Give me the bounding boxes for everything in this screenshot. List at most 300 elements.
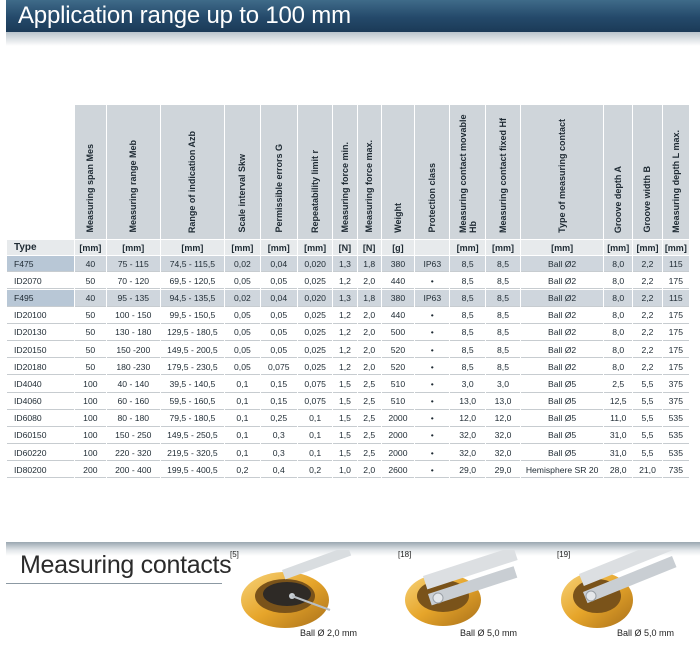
table-cell: 11,0 xyxy=(604,411,632,427)
table-cell: 1,5 xyxy=(333,394,356,410)
table-cell: 535 xyxy=(663,411,689,427)
table-cell: 2,5 xyxy=(604,376,632,392)
table-cell: 0,025 xyxy=(298,273,332,289)
column-header xyxy=(415,105,449,239)
column-header xyxy=(225,105,259,239)
table-cell: 520 xyxy=(382,342,414,358)
table-cell: 0,2 xyxy=(298,462,332,478)
table-cell: • xyxy=(415,445,449,461)
table-cell: 100 xyxy=(75,394,106,410)
table-cell: Ball Ø2 xyxy=(521,308,603,324)
column-header-label: Measuring contact fixed Hf xyxy=(498,117,508,233)
table-cell: 1,8 xyxy=(358,256,381,272)
table-cell: 0,15 xyxy=(261,376,297,392)
table-cell: 2000 xyxy=(382,445,414,461)
table-cell: 0,2 xyxy=(225,462,259,478)
table-row xyxy=(7,290,689,306)
table-cell: 0,05 xyxy=(261,325,297,341)
table-cell: 200 - 400 xyxy=(107,462,160,478)
column-unit: [N] xyxy=(358,240,381,255)
column-unit: [mm] xyxy=(521,240,603,255)
table-row xyxy=(7,359,689,375)
table-cell: 21,0 xyxy=(633,462,661,478)
table-cell: 100 xyxy=(75,445,106,461)
table-cell: 31,0 xyxy=(604,445,632,461)
table-cell: 2,5 xyxy=(358,411,381,427)
table-cell: 8,5 xyxy=(450,256,484,272)
column-header xyxy=(521,105,603,239)
header-blank-cell xyxy=(7,105,74,239)
table-cell: 8,5 xyxy=(450,359,484,375)
table-cell: 2,5 xyxy=(358,376,381,392)
column-header-label: Measuring force max. xyxy=(364,140,375,233)
row-type-cell: ID4060 xyxy=(7,394,74,410)
table-cell: 0,4 xyxy=(261,462,297,478)
column-header-label: Groove width B xyxy=(642,166,653,233)
table-cell: 0,04 xyxy=(261,256,297,272)
table-cell: 2,0 xyxy=(358,342,381,358)
column-header xyxy=(75,105,106,239)
row-type-cell: F495 xyxy=(7,290,74,306)
table-cell: 59,5 - 160,5 xyxy=(161,394,225,410)
table-cell: 5,5 xyxy=(633,376,661,392)
table-cell: 0,3 xyxy=(261,428,297,444)
figure-caption: Ball Ø 2,0 mm xyxy=(300,628,358,638)
table-cell: 380 xyxy=(382,256,414,272)
row-type-cell: ID20130 xyxy=(7,325,74,341)
table-cell: 130 - 180 xyxy=(107,325,160,341)
table-cell: 75 - 115 xyxy=(107,256,160,272)
column-unit: [mm] xyxy=(75,240,106,255)
table-cell: 0,020 xyxy=(298,256,332,272)
table-cell: 3,0 xyxy=(450,376,484,392)
table-cell: 31,0 xyxy=(604,428,632,444)
column-header xyxy=(450,105,484,239)
table-cell: 180 -230 xyxy=(107,359,160,375)
table-cell: • xyxy=(415,394,449,410)
column-header xyxy=(382,105,414,239)
table-cell: 0,075 xyxy=(298,376,332,392)
table-cell: 12,0 xyxy=(450,411,484,427)
table-cell: 1,8 xyxy=(358,290,381,306)
table-cell: 2600 xyxy=(382,462,414,478)
table-cell: 1,2 xyxy=(333,325,356,341)
table-cell: 32,0 xyxy=(450,445,484,461)
row-type-cell: ID6080 xyxy=(7,411,74,427)
column-header xyxy=(604,105,632,239)
table-cell: 0,04 xyxy=(261,290,297,306)
table-row xyxy=(7,376,689,392)
column-header-label: Measuring span Mes xyxy=(85,144,96,233)
table-row xyxy=(7,394,689,410)
table-cell: 1,2 xyxy=(333,359,356,375)
table-cell: 0,15 xyxy=(261,394,297,410)
table-cell: 2,2 xyxy=(633,359,661,375)
table-cell: 0,075 xyxy=(298,394,332,410)
contact-figure-ball-5mm xyxy=(398,550,528,640)
table-cell: 8,0 xyxy=(604,342,632,358)
column-unit: [mm] xyxy=(663,240,689,255)
table-cell: 40 xyxy=(75,290,106,306)
table-row xyxy=(7,273,689,289)
table-cell: 50 xyxy=(75,342,106,358)
table-cell: 8,5 xyxy=(486,342,520,358)
column-unit: [mm] xyxy=(161,240,225,255)
table-cell: 12,0 xyxy=(486,411,520,427)
table-cell: 8,5 xyxy=(450,290,484,306)
table-cell: 70 - 120 xyxy=(107,273,160,289)
table-cell: 2,2 xyxy=(633,290,661,306)
column-header-label: Weight xyxy=(392,203,403,233)
table-cell: IP63 xyxy=(415,256,449,272)
table-cell: 99,5 - 150,5 xyxy=(161,308,225,324)
table-cell: 8,5 xyxy=(450,308,484,324)
gauge-head-image xyxy=(398,550,528,640)
figure-tag: [19] xyxy=(557,550,571,559)
row-type-cell: ID2070 xyxy=(7,273,74,289)
table-cell: • xyxy=(415,462,449,478)
table-cell: • xyxy=(415,273,449,289)
row-type-cell: ID20150 xyxy=(7,342,74,358)
column-header-label: Repeatability limit r xyxy=(310,149,321,233)
table-row xyxy=(7,445,689,461)
table-cell: 3,0 xyxy=(486,376,520,392)
table-cell: 8,5 xyxy=(450,342,484,358)
table-cell: Ball Ø2 xyxy=(521,290,603,306)
table-cell: 2,2 xyxy=(633,256,661,272)
table-cell: 39,5 - 140,5 xyxy=(161,376,225,392)
table-cell: 1,5 xyxy=(333,445,356,461)
table-cell: 0,1 xyxy=(298,411,332,427)
column-header-label: Groove depth A xyxy=(613,165,624,233)
table-cell: 535 xyxy=(663,445,689,461)
table-cell: 0,1 xyxy=(225,394,259,410)
table-cell: 0,05 xyxy=(225,308,259,324)
table-body xyxy=(7,256,689,478)
table-cell: 2000 xyxy=(382,411,414,427)
column-unit: [mm] xyxy=(107,240,160,255)
row-type-cell: ID4040 xyxy=(7,376,74,392)
table-cell: 520 xyxy=(382,359,414,375)
table-row xyxy=(7,342,689,358)
table-cell: 0,05 xyxy=(261,342,297,358)
table-cell: 440 xyxy=(382,273,414,289)
table-cell: 510 xyxy=(382,394,414,410)
column-unit: [mm] xyxy=(633,240,661,255)
table-cell: 28,0 xyxy=(604,462,632,478)
table-cell: 8,5 xyxy=(486,308,520,324)
table-cell: 115 xyxy=(663,290,689,306)
table-cell: 5,5 xyxy=(633,411,661,427)
table-cell: 50 xyxy=(75,273,106,289)
table-cell: 149,5 - 200,5 xyxy=(161,342,225,358)
table-cell: 375 xyxy=(663,394,689,410)
table-cell: 0,05 xyxy=(225,273,259,289)
table-cell: 0,02 xyxy=(225,290,259,306)
table-cell: 5,5 xyxy=(633,394,661,410)
table-cell: 2,0 xyxy=(358,273,381,289)
column-header xyxy=(486,105,520,239)
gauge-head-image xyxy=(557,550,697,640)
table-cell: 220 - 320 xyxy=(107,445,160,461)
table-cell: 0,1 xyxy=(225,445,259,461)
table-cell: 0,05 xyxy=(225,359,259,375)
table-cell: 2,0 xyxy=(358,359,381,375)
table-cell: 0,1 xyxy=(298,428,332,444)
figure-caption: Ball Ø 5,0 mm xyxy=(460,628,518,638)
table-cell: 175 xyxy=(663,308,689,324)
row-type-cell: F475 xyxy=(7,256,74,272)
column-header xyxy=(261,105,297,239)
table-cell: 8,5 xyxy=(450,273,484,289)
table-cell: 2,5 xyxy=(358,445,381,461)
table-row xyxy=(7,256,689,272)
column-unit: [mm] xyxy=(298,240,332,255)
table-cell: 0,025 xyxy=(298,342,332,358)
table-row xyxy=(7,462,689,478)
table-cell: 100 xyxy=(75,411,106,427)
column-unit xyxy=(415,240,449,255)
table-cell: 0,025 xyxy=(298,359,332,375)
row-type-cell: ID80200 xyxy=(7,462,74,478)
table-cell: 50 xyxy=(75,308,106,324)
column-unit: [g] xyxy=(382,240,414,255)
row-type-cell: ID20180 xyxy=(7,359,74,375)
column-header xyxy=(298,105,332,239)
table-cell: 2,5 xyxy=(358,428,381,444)
table-cell: 0,1 xyxy=(298,445,332,461)
table-cell: 80 - 180 xyxy=(107,411,160,427)
table-cell: • xyxy=(415,359,449,375)
section-title-underline xyxy=(6,583,222,584)
table-cell: 1,2 xyxy=(333,273,356,289)
table-cell: 1,2 xyxy=(333,342,356,358)
table-cell: 8,0 xyxy=(604,359,632,375)
table-cell: 440 xyxy=(382,308,414,324)
table-cell: 115 xyxy=(663,256,689,272)
table-cell: Ball Ø2 xyxy=(521,256,603,272)
table-cell: 175 xyxy=(663,325,689,341)
row-type-cell: ID60220 xyxy=(7,445,74,461)
table-cell: 5,5 xyxy=(633,428,661,444)
column-header xyxy=(358,105,381,239)
table-row xyxy=(7,308,689,324)
table-cell: 2,0 xyxy=(358,308,381,324)
table-cell: 735 xyxy=(663,462,689,478)
column-header-label: Measuring contact movable Hb xyxy=(457,114,478,233)
column-unit: [mm] xyxy=(261,240,297,255)
table-cell: 8,5 xyxy=(486,359,520,375)
table-cell: 179,5 - 230,5 xyxy=(161,359,225,375)
table-cell: 8,0 xyxy=(604,273,632,289)
table-cell: 74,5 - 115,5 xyxy=(161,256,225,272)
table-cell: 150 - 250 xyxy=(107,428,160,444)
table-cell: 94,5 - 135,5 xyxy=(161,290,225,306)
table-cell: 129,5 - 180,5 xyxy=(161,325,225,341)
page-title: Application range up to 100 mm xyxy=(18,2,351,29)
table-cell: Ball Ø5 xyxy=(521,376,603,392)
table-cell: 0,02 xyxy=(225,256,259,272)
table-cell: 375 xyxy=(663,376,689,392)
table-cell: 8,0 xyxy=(604,256,632,272)
table-cell: 535 xyxy=(663,428,689,444)
header-banner xyxy=(6,0,700,32)
specification-table xyxy=(6,104,690,479)
table-row xyxy=(7,411,689,427)
column-header xyxy=(107,105,160,239)
table-cell: • xyxy=(415,325,449,341)
table-cell: 0,1 xyxy=(225,411,259,427)
table-cell: 2,2 xyxy=(633,342,661,358)
table-cell: Ball Ø5 xyxy=(521,411,603,427)
table-cell: 0,05 xyxy=(225,342,259,358)
table-cell: 0,075 xyxy=(261,359,297,375)
table-cell: 40 xyxy=(75,256,106,272)
table-cell: 32,0 xyxy=(450,428,484,444)
table-cell: 1,5 xyxy=(333,376,356,392)
table-cell: 380 xyxy=(382,290,414,306)
figure-tag: [18] xyxy=(398,550,412,559)
table-cell: 0,1 xyxy=(225,376,259,392)
column-unit: [mm] xyxy=(450,240,484,255)
table-cell: 13,0 xyxy=(450,394,484,410)
table-cell: 1,5 xyxy=(333,428,356,444)
section-title-measuring-contacts: Measuring contacts xyxy=(20,551,232,579)
table-cell: • xyxy=(415,411,449,427)
table-cell: 1,2 xyxy=(333,308,356,324)
column-header-row xyxy=(7,105,689,239)
contact-figure-ball-2mm xyxy=(230,550,365,640)
table-cell: 8,5 xyxy=(486,290,520,306)
table-cell: • xyxy=(415,308,449,324)
table-cell: 50 xyxy=(75,359,106,375)
table-cell: Ball Ø2 xyxy=(521,273,603,289)
column-header-label: Scale interval Skw xyxy=(237,154,248,233)
column-unit: [N] xyxy=(333,240,356,255)
column-header-label: Measuring force min. xyxy=(339,142,350,233)
table-cell: 0,020 xyxy=(298,290,332,306)
table-cell: • xyxy=(415,428,449,444)
table-cell: 200 xyxy=(75,462,106,478)
column-header-label: Type of measuring contact xyxy=(557,119,568,233)
table-cell: 100 xyxy=(75,376,106,392)
table-cell: 8,0 xyxy=(604,308,632,324)
table-cell: Ball Ø5 xyxy=(521,394,603,410)
table-cell: • xyxy=(415,342,449,358)
table-cell: 100 xyxy=(75,428,106,444)
table-cell: 0,05 xyxy=(261,273,297,289)
table-cell: 40 - 140 xyxy=(107,376,160,392)
type-column-label: Type xyxy=(7,240,74,255)
banner-shadow xyxy=(6,32,700,46)
table-cell: 2,2 xyxy=(633,273,661,289)
table-cell: Ball Ø2 xyxy=(521,359,603,375)
table-cell: 8,5 xyxy=(450,325,484,341)
table-cell: 0,05 xyxy=(261,308,297,324)
table-cell: 1,3 xyxy=(333,290,356,306)
table-cell: • xyxy=(415,376,449,392)
table-cell: 2,0 xyxy=(358,462,381,478)
table-cell: 8,5 xyxy=(486,325,520,341)
table-cell: 0,025 xyxy=(298,325,332,341)
table-cell: 1,0 xyxy=(333,462,356,478)
table-cell: 150 -200 xyxy=(107,342,160,358)
unit-row xyxy=(7,240,689,255)
column-header xyxy=(333,105,356,239)
figure-caption: Ball Ø 5,0 mm xyxy=(617,628,675,638)
table-cell: 8,0 xyxy=(604,325,632,341)
table-cell: 1,3 xyxy=(333,256,356,272)
table-cell: Ball Ø5 xyxy=(521,428,603,444)
table-cell: 32,0 xyxy=(486,428,520,444)
table-cell: 149,5 - 250,5 xyxy=(161,428,225,444)
column-header-label: Measuring range Meb xyxy=(128,140,139,233)
table-cell: 12,5 xyxy=(604,394,632,410)
table-cell: 8,0 xyxy=(604,290,632,306)
table-cell: 199,5 - 400,5 xyxy=(161,462,225,478)
table-cell: 79,5 - 180,5 xyxy=(161,411,225,427)
table-cell: Ball Ø2 xyxy=(521,325,603,341)
column-header xyxy=(663,105,689,239)
table-cell: 0,05 xyxy=(225,325,259,341)
table-cell: 2,5 xyxy=(358,394,381,410)
column-header-label: Measuring depth L max. xyxy=(670,130,681,233)
column-unit: [mm] xyxy=(604,240,632,255)
table-cell: 0,025 xyxy=(298,308,332,324)
table-row xyxy=(7,428,689,444)
table-cell: 100 - 150 xyxy=(107,308,160,324)
table-cell: 175 xyxy=(663,273,689,289)
column-header-label: Range of indication Azb xyxy=(187,130,198,233)
column-header xyxy=(161,105,225,239)
table-cell: 5,5 xyxy=(633,445,661,461)
table-cell: 29,0 xyxy=(450,462,484,478)
table-cell: 500 xyxy=(382,325,414,341)
table-cell: 0,1 xyxy=(225,428,259,444)
table-cell: 95 - 135 xyxy=(107,290,160,306)
table-cell: 175 xyxy=(663,342,689,358)
table-cell: 219,5 - 320,5 xyxy=(161,445,225,461)
table-cell: 8,5 xyxy=(486,273,520,289)
column-unit: [mm] xyxy=(486,240,520,255)
table-cell: 50 xyxy=(75,325,106,341)
table-cell: 32,0 xyxy=(486,445,520,461)
column-unit: [mm] xyxy=(225,240,259,255)
table-cell: IP63 xyxy=(415,290,449,306)
figure-tag: [5] xyxy=(230,550,239,559)
table-cell: 1,5 xyxy=(333,411,356,427)
table-cell: 69,5 - 120,5 xyxy=(161,273,225,289)
table-cell: 13,0 xyxy=(486,394,520,410)
table-cell: 29,0 xyxy=(486,462,520,478)
table-row xyxy=(7,325,689,341)
contact-figure-ball-5mm-alt xyxy=(557,550,697,640)
table-cell: 0,25 xyxy=(261,411,297,427)
row-type-cell: ID60150 xyxy=(7,428,74,444)
table-cell: 8,5 xyxy=(486,256,520,272)
column-header xyxy=(633,105,661,239)
row-type-cell: ID20100 xyxy=(7,308,74,324)
table-cell: 175 xyxy=(663,359,689,375)
table-cell: Ball Ø2 xyxy=(521,342,603,358)
table-cell: 2,2 xyxy=(633,308,661,324)
table-cell: 0,3 xyxy=(261,445,297,461)
table-cell: 510 xyxy=(382,376,414,392)
column-header-label: Permissible errors G xyxy=(273,144,284,233)
table-cell: 60 - 160 xyxy=(107,394,160,410)
table-cell: Hemisphere SR 20 xyxy=(521,462,603,478)
table-cell: Ball Ø5 xyxy=(521,445,603,461)
